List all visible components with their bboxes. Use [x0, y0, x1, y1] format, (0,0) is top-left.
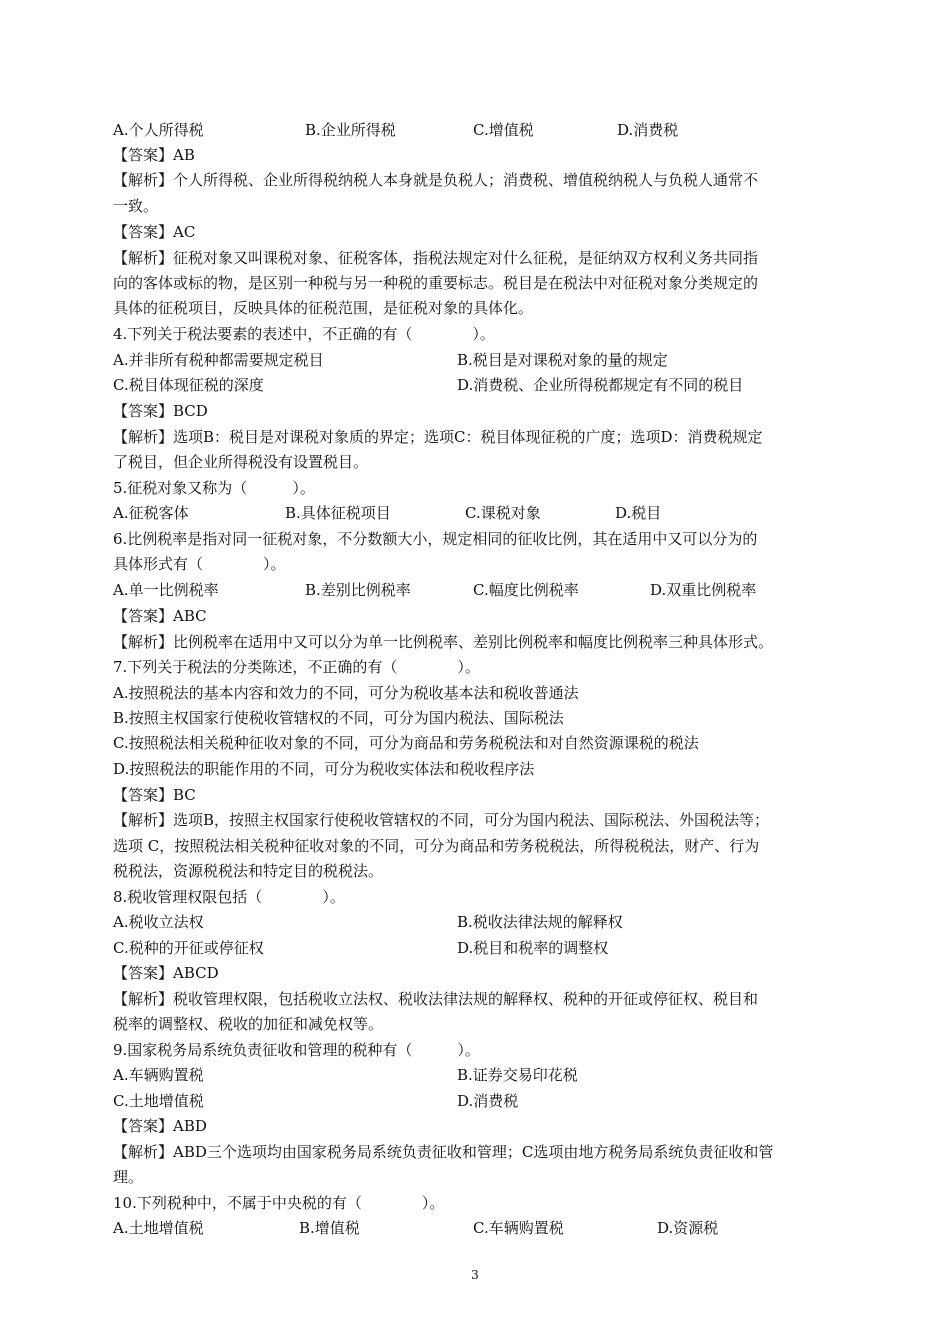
option-item: B.具体征税项目 [285, 504, 391, 522]
text-line: A.按照税法的基本内容和效力的不同，可分为税收基本法和税收普通法 [113, 684, 579, 702]
option-row [113, 350, 843, 370]
option-item: C.税种的开征或停征权 [113, 939, 264, 957]
text-line: 一致。 [113, 197, 159, 215]
text-line: 5.征税对象又称为（ ）。 [113, 479, 315, 497]
option-row [113, 580, 843, 600]
text-line: 【解析】比例税率在适用中又可以分为单一比例税率、差别比例税率和幅度比例税率三种具体形式。 [113, 633, 774, 651]
text-line: 4.下列关于税法要素的表述中，不正确的有（ ）。 [113, 325, 495, 343]
option-row [113, 912, 843, 932]
option-item: B.税目是对课税对象的量的规定 [457, 351, 668, 369]
option-item: D.税目 [615, 504, 662, 522]
option-row [113, 120, 843, 140]
page-number: 3 [471, 1268, 479, 1282]
option-item: D.消费税、企业所得税都规定有不同的税目 [457, 376, 744, 394]
option-item: A.税收立法权 [113, 913, 204, 931]
option-item: A.征税客体 [113, 504, 189, 522]
option-row [113, 1091, 843, 1111]
option-item: C.税目体现征税的深度 [113, 376, 264, 394]
option-item: C.幅度比例税率 [473, 581, 579, 599]
option-item: A.并非所有税种都需要规定税目 [113, 351, 324, 369]
option-row [113, 503, 843, 523]
text-line: 【答案】ABC [113, 607, 207, 625]
option-item: B.证券交易印花税 [457, 1066, 578, 1084]
text-line: 9.国家税务局系统负责征收和管理的税种有（ ）。 [113, 1041, 480, 1059]
option-item: A.单一比例税率 [113, 581, 219, 599]
text-line: 10.下列税种中，不属于中央税的有（ ）。 [113, 1194, 445, 1212]
option-item: C.增值税 [473, 121, 534, 139]
option-item: D.税目和税率的调整权 [457, 939, 609, 957]
text-line: 理。 [113, 1168, 144, 1186]
option-item: D.消费税 [617, 121, 679, 139]
option-item: C.土地增值税 [113, 1092, 204, 1110]
text-line: 7.下列关于税法的分类陈述，不正确的有（ ）。 [113, 658, 480, 676]
text-line: C.按照税法相关税种征收对象的不同，可分为商品和劳务税税法和对自然资源课税的税法 [113, 734, 699, 752]
text-line: 【解析】征税对象又叫课税对象、征税客体，指税法规定对什么征税，是征纳双方权利义务共同指 [113, 249, 759, 267]
option-item: A.个人所得税 [113, 121, 204, 139]
text-line: 【解析】税收管理权限，包括税收立法权、税收法律法规的解释权、税种的开征或停征权、税目和 [113, 990, 759, 1008]
option-item: D.资源税 [657, 1219, 719, 1237]
text-line: 8.税收管理权限包括（ ）。 [113, 888, 345, 906]
text-line: 选项 C，按照税法相关税种征收对象的不同，可分为商品和劳务税税法，所得税税法，财产、行为 [113, 837, 760, 855]
option-item: C.课税对象 [465, 504, 541, 522]
text-line: 【解析】选项B：税目是对课税对象质的界定；选项C：税目体现征税的广度；选项D：消费税规定 [113, 428, 763, 446]
option-row [113, 1218, 843, 1238]
option-item: A.土地增值税 [113, 1219, 204, 1237]
text-line: 具体形式有（ ）。 [113, 555, 286, 573]
option-item: D.双重比例税率 [650, 581, 757, 599]
option-row [113, 375, 843, 395]
text-line: 【解析】ABD三个选项均由国家税务局系统负责征收和管理；C选项由地方税务局系统负责征收和管 [113, 1143, 774, 1161]
text-line: 税率的调整权、税收的加征和减免权等。 [113, 1015, 384, 1033]
text-line: 【答案】AC [113, 223, 196, 241]
text-line: 【解析】选项B，按照主权国家行使税收管辖权的不同，可分为国内税法、国际税法、外国税法等； [113, 811, 770, 829]
text-line: 6.比例税率是指对同一征税对象，不分数额大小，规定相同的征收比例，其在适用中又可以分为的 [113, 530, 758, 548]
option-item: B.增值税 [299, 1219, 360, 1237]
text-line: 了税目，但企业所得税没有设置税目。 [113, 453, 369, 471]
text-line: 具体的征税项目，反映具体的征税范围，是征税对象的具体化。 [113, 299, 534, 317]
option-item: B.差别比例税率 [305, 581, 411, 599]
text-line: 【答案】ABCD [113, 964, 219, 982]
text-line: 【答案】BCD [113, 402, 208, 420]
text-line: 【答案】BC [113, 786, 196, 804]
text-line: 向的客体或标的物，是区别一种税与另一种税的重要标志。税目是在税法中对征税对象分类规定的 [113, 274, 759, 292]
text-line: 【答案】ABD [113, 1117, 207, 1135]
text-line: 【解析】个人所得税、企业所得税纳税人本身就是负税人；消费税、增值税纳税人与负税人通常不 [113, 171, 759, 189]
text-line: 税税法，资源税税法和特定目的税税法。 [113, 862, 384, 880]
option-row [113, 1065, 843, 1085]
option-row [113, 938, 843, 958]
text-line: D.按照税法的职能作用的不同，可分为税收实体法和税收程序法 [113, 760, 535, 778]
text-line: B.按照主权国家行使税收管辖权的不同，可分为国内税法、国际税法 [113, 709, 564, 727]
option-item: B.企业所得税 [305, 121, 396, 139]
option-item: C.车辆购置税 [473, 1219, 564, 1237]
option-item: A.车辆购置税 [113, 1066, 204, 1084]
option-item: D.消费税 [457, 1092, 519, 1110]
option-item: B.税收法律法规的解释权 [457, 913, 623, 931]
text-line: 【答案】AB [113, 146, 195, 164]
